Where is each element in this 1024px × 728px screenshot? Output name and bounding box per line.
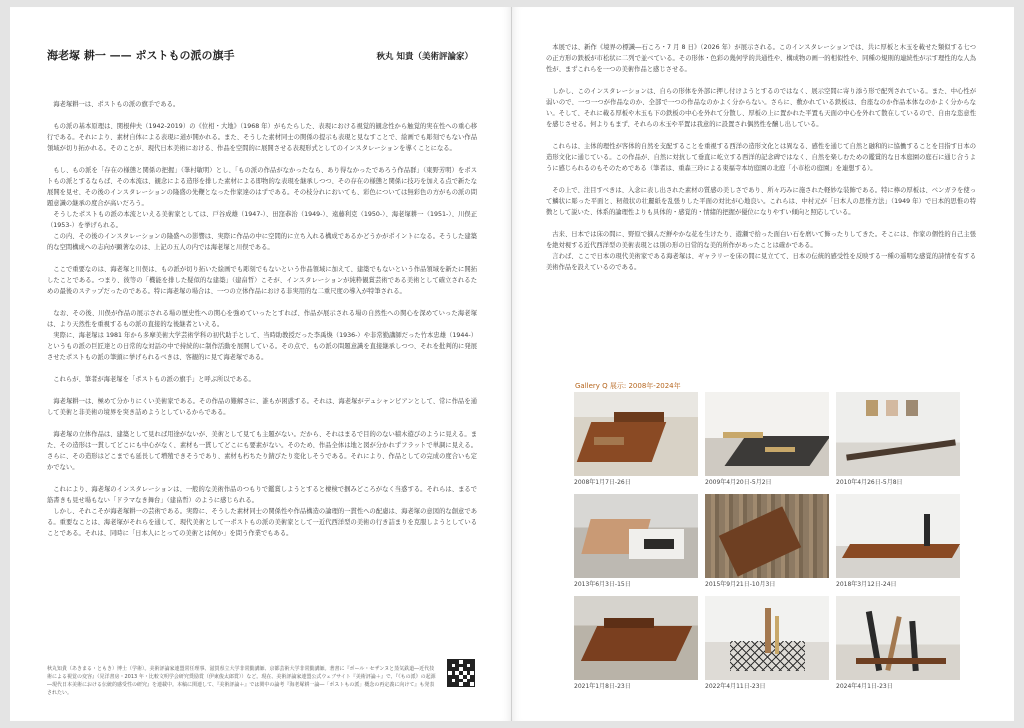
gallery-caption: 2009年4月20日-5月2日 <box>705 479 772 486</box>
paragraph: 本展では、新作《境界の標識―石ころ・7 月 8 日》（2026 年）が展示される。このインスタレーションでは、共に厚板と木玉を載せた類似する七つの正方形の鉄板が市松状に二列で並べている。その形体・色彩の幾何学的共通性や、構成物の画一的相似性や、同種の規則的連続性が示す理性的な人為性が、まずこれらを一つの美術作品と感じさせる。 <box>546 44 976 73</box>
gallery-caption: 2021年1月8日-23日 <box>574 683 631 690</box>
paragraph: もし、もの派を「存在の様態と関係の把握」（峯村敏明）とし、「もの派の作品がなかったなら、あり得なかったであろう作品群」（東野芳明）をポストもの派とするならば、その本流は、観念による造形を排した素材による即物的な表現を継承しつつ、その存在の様態と関係に技巧を加える点で新たな展開を見せ、その後のインスタレーションの隆盛の先鞭となった作家達のはずである。その枝分れにおいても、彩色については無彩色の方がもの派の問題意識の継承の度合が高いだろう。 <box>47 167 477 207</box>
paragraph: その上で、注目すべきは、入念に表し出された素材の質感の美しさであり、所々巧みに施された軽妙な装飾である。特に檸の厚板は、ベンガラを使って鱗状に彫った平面と、籾殻状の壮麗紙を乱張りした平面の対比が心地良い。これらは、中村元が「日本人の思惟方法」（1949 年）で日本的思惟の特徴として説いた、体系的論理性よりも具体的・感覚的・情緒的把握が優位になりやすい傾向と照応している。 <box>546 187 976 216</box>
exhibition-photo[interactable] <box>705 494 829 578</box>
paragraph: 海老塚耕一は、ポストもの派の旗手である。 <box>53 101 180 108</box>
article-author: 秋丸 知貴（美術評論家） <box>376 52 473 62</box>
gallery-caption: 2018年3月12日-24日 <box>836 581 897 588</box>
author-bio: 秋丸知貴（あきまる・ともき）博士（学術）。美術評論家連盟常任理事、滋賀県立大学非常勤講師、京都芸術大学非常勤講師。著書に『ポール・セザンヌと蒸気鉄道―近代技術による視覚の変容』（晃洋書房・2013 年・比較文明学会研究奨励賞（伊東俊太郎賞））など。現在、美術評論家連盟公式ウェブサイト『美術評論＋』で、『《もの派》の起源―現代日本美術における伝統的感受性の研究』を連載中。本稿に関連して、『美術評論＋』では関中の論考『海老塚耕一論―「ポストもの派」概念の再定義に向けて』も発表されたい。 <box>47 666 436 696</box>
paragraph: これにより、海老塚のインスタレーションは、一般的な美術作品のつもりで鑑賞しようとすると棲検で掴みどころがなく当惑する。それらは、まるで筋書きも見せ場もない「ドラマなき舞台」（建畠晢）のように感じられる。 <box>47 486 477 504</box>
gallery-caption: 2013年6月3日-15日 <box>574 581 631 588</box>
left-body <box>47 99 477 550</box>
paragraph: そうしたポストもの派の本流といえる美術家としては、戸谷成雄（1947-）、田窪恭治（1949-）、遠藤利克（1950-）、海老塚耕一（1951-）、川俣正（1953-）を挙げられる。 <box>47 211 477 229</box>
exhibition-photo[interactable] <box>836 392 960 476</box>
qr-code-icon[interactable] <box>447 659 475 687</box>
paragraph: しかし、それこそが海老塚耕一の芸術である。実際に、そうした素材同士の関係性や作品構造の論理的一貫性への配慮は、海老塚の意図的な創意である。重要なことは、海老塚がそれらを通して、現代美術として一ポストもの派の美術家として一近代西洋型の美術の行き詰まりを克服しようとしていることである。それは、同時に「日本人にとっての美術とは何か」を問う作業でもある。 <box>47 508 477 537</box>
gallery-item <box>836 392 960 494</box>
gallery-item <box>574 392 698 494</box>
gallery-item <box>574 596 698 698</box>
paragraph: 実際に、海老塚は 1981 年から多摩美術大学芸術学科の初代助手として、当時助教授だった李禹煥（1936-）や非常勤講師だった竹本忠雄（1944-）というもの派の巨匠達との日常的な対話の中で持続的に制作活動を展開している。その点で、もの派の問題意識を直接継承しつつ、それを批判的に発展させたポストもの派の筆頭に挙げられるべきは、客観的に見て海老塚である。 <box>47 332 477 361</box>
paragraph: ここで重要なのは、海老塚と川俣は、もの派が切り拓いた絵画でも彫刻でもないという作品領域に加えて、建築でもないという作品領域を新たに開拓したことである。つまり、彼等の「機能を排した疑似的な建築」（建畠晢）こそが、インスタレーションが純粋観賞芸術である美術として確立されるための最後のステップだったのである。特に海老塚の場合は、一つの立体作品における非実用的な二重尺度の導入が特筆される。 <box>47 266 477 295</box>
gallery-caption: 2010年4月26日-5月8日 <box>836 479 903 486</box>
paragraph: もの派の基本原理は、関根伸夫（1942-2019）の《位相・大地》（1968 年）がもたらした、表現における視覚的観念性から触覚的実在性への重心移行である。それにより、素材自体による表現に道が開かれる。また、そうした素材同士の関係の提示も表現と見なすことで、絵画でも彫刻でもない作品領域が切り拓かれる。そのことが、現代日本美術における、作品を空間的に展開させる表現形式としてのインスタレーションを導くことになる。 <box>47 123 477 152</box>
exhibition-photo[interactable] <box>574 494 698 578</box>
exhibition-photo[interactable] <box>836 596 960 680</box>
gallery-title: Gallery Q 展示: 2008年-2024年 <box>575 382 681 390</box>
gallery-item <box>705 392 829 494</box>
gallery-item <box>705 596 829 698</box>
gallery-item <box>836 494 960 596</box>
gallery-item <box>836 596 960 698</box>
gallery-item <box>574 494 698 596</box>
exhibition-gallery <box>574 392 962 698</box>
paragraph: 言わば、ここで日本の現代美術家である海老塚は、ギャラリーを床の間に見立てて、日本の伝統的感受性を反映する一種の遥明な感覚的詩情を有する美術作品を設えているのである。 <box>546 253 976 271</box>
magazine-spread <box>10 7 1014 721</box>
exhibition-photo[interactable] <box>705 392 829 476</box>
exhibition-photo[interactable] <box>574 392 698 476</box>
exhibition-photo[interactable] <box>574 596 698 680</box>
paragraph: なお、その後、川俣が作品の展示される場の歴史性への関心を強めていったとすれば、作品が展示される場の自然性への関心を深めていった海老塚は、より天然性を重視するもの派の直接的な後継者といえる。 <box>47 310 477 328</box>
paragraph: 古来、日本では床の間に、野原で摘んだ鮮やかな花を生けたり、遊瀬で拾った面白い石を磨いて飾ったりしてきた。そこには、作家の個性的自己主張を絶対視する近代西洋型の美術表現とは別の形の日常的な美的所作があったことは確かである。 <box>546 231 976 249</box>
exhibition-photo[interactable] <box>705 596 829 680</box>
gallery-caption: 2015年9月21日-10月3日 <box>705 581 776 588</box>
right-page <box>512 7 1014 721</box>
paragraph: しかし、このインスタレーションは、自らの形体を外部に押し付けようとするのではなく、展示空間に寄り添う形で配列されている。また、中心性が弱いので、一つ一つが作品なのか、全部で一つの作品なのかよく分からない。さらに、敷かれている鉄板は、台座なのか作品本体なのかよく分からない。そして、それに載る厚板や木玉も下の鉄板の中心を外れて分散し、厚板の上に置かれた平置も天面の中心を外れて散在しているので、自由な恣意性を感じさせる。何よりもまず、それらの木玉や平置は我意的に設置され偶然性を醸し出している。 <box>546 88 976 128</box>
right-body <box>546 42 976 284</box>
paragraph: これらが、筆者が海老塚を「ポストもの派の旗手」と呼ぶ所以である。 <box>53 376 255 383</box>
paragraph: 海老塚耕一は、極めて分かりにくい美術家である。その作品の難解さに、誰もが困惑する。それは、海老塚がデュシャンピアンとして、常に作品を通して美術と非美術の境界を突き詰めようとしているからである。 <box>47 398 477 416</box>
left-page <box>10 7 512 721</box>
gallery-caption: 2022年4月11日-23日 <box>705 683 766 690</box>
exhibition-photo[interactable] <box>836 494 960 578</box>
gallery-caption: 2008年1月7日-26日 <box>574 479 631 486</box>
article-header <box>47 47 473 63</box>
paragraph: 海老塚の立体作品は、建築として見れば用途がないが、美術として見ても主題がない。だから、それはまるで目的のない積木遊びのように見える。また、その造形は一貫してどこにも中心がなく、素材も一貫してどこにも要素がない。そのため、作品全体は地と図が分かれずフラットで単調に見える。さらに、その造形はどこまでも延長して増殖できそうであり、素材も朽ちたり錆びたり変化しそうである。それにより、作品としての完成の度合いも定かでない。 <box>47 431 477 471</box>
paragraph: これらは、主体的理性が客体的自然を支配することを重視する西洋の造形文化とは異なる、感性を通じて自然と融和的に協働することを目指す日本の造形文化に通じている。この作品が、自然に対抗して垂直に屹立する西洋的記念碑ではなく、自然を楽しむための鑑賞的な日本庭園の庭石に通じ合うように感じられるのもそのためである（筆者は、重森三玲による東福寺本坊庭園の北庭「小市松の庭園」を連想する）。 <box>546 143 976 172</box>
gallery-item <box>705 494 829 596</box>
gallery-caption: 2024年4月1日-23日 <box>836 683 893 690</box>
paragraph: この内、その後のインスタレーションの隆盛への影響は、実際に作品の中に空間的に立ち入れる構成であるかどうかがポイントになる。そうした建築的な空間構成への志向が顕著なのは、上記の五人の内では海老塚と川俣である。 <box>47 233 477 251</box>
article-title: 海老塚 耕一 —— ポストもの派の旗手 <box>47 49 235 62</box>
